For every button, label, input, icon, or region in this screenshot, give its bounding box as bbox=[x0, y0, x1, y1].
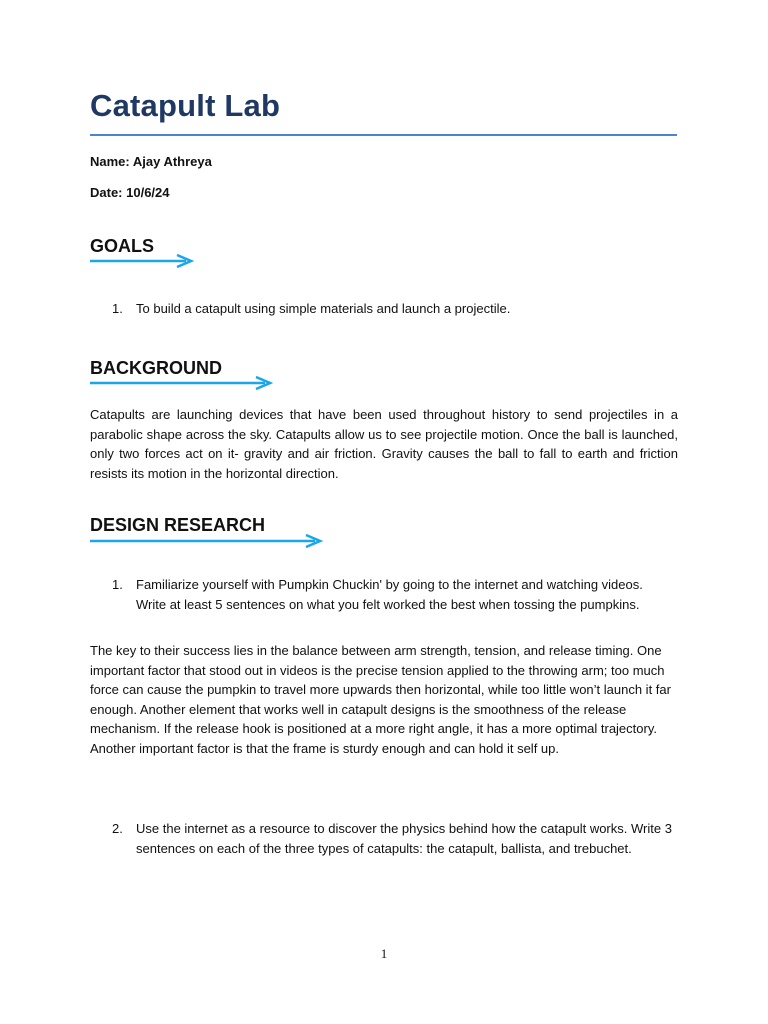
design-research-list-item bbox=[112, 819, 672, 859]
background-arrow-icon bbox=[90, 376, 273, 390]
goals-list-item bbox=[112, 299, 672, 319]
list-number: 1. bbox=[112, 577, 123, 592]
list-text: Familiarize yourself with Pumpkin Chuckin' by going to the internet and watching videos. Write at least 5 sentences on what you felt worked the best when tossing the pumpkins. bbox=[136, 577, 643, 612]
title-divider bbox=[90, 134, 677, 136]
design-research-arrow-icon bbox=[90, 534, 323, 548]
list-number: 2. bbox=[112, 821, 123, 836]
list-number: 1. bbox=[112, 301, 123, 316]
background-paragraph: Catapults are launching devices that have been used throughout history to send projectiles in a parabolic shape across the sky. Catapults allow us to see projectile motion. Once the ball is launched, only two forces act on it- gravity and air friction. Gravity causes the ball to fall to earth and friction resists its motion in the horizontal direction. bbox=[90, 407, 678, 481]
date-line: Date: 10/6/24 bbox=[90, 185, 170, 200]
document-title: Catapult Lab bbox=[90, 88, 281, 123]
name-line: Name: Ajay Athreya bbox=[90, 154, 212, 169]
list-text: Use the internet as a resource to discover the physics behind how the catapult works. Write 3 sentences on each of the three types of catapults: the catapult, ballista, and trebuchet. bbox=[136, 821, 672, 856]
background-heading: BACKGROUND bbox=[90, 358, 222, 378]
page-number: 1 bbox=[380, 946, 388, 961]
list-text: To build a catapult using simple materials and launch a projectile. bbox=[136, 301, 511, 316]
pumpkin-chuckin-answer: The key to their success lies in the balance between arm strength, tension, and release timing. One important factor that stood out in videos is the precise tension applied to the throwing arm; too much force can cause the pumpkin to travel more upwards then horizontal, while too little won’t launch it far enough. Another element that works well in catapult designs is the smoothness of the release mechanism. If the release hook is positioned at a more right angle, it has a more optimal trajectory. Another important factor is that the frame is sturdy enough and can hold it self up. bbox=[90, 643, 671, 756]
design-research-list-item bbox=[112, 575, 672, 615]
goals-arrow-icon bbox=[90, 254, 194, 268]
design-research-heading: DESIGN RESEARCH bbox=[90, 515, 266, 535]
goals-heading: GOALS bbox=[90, 236, 155, 256]
